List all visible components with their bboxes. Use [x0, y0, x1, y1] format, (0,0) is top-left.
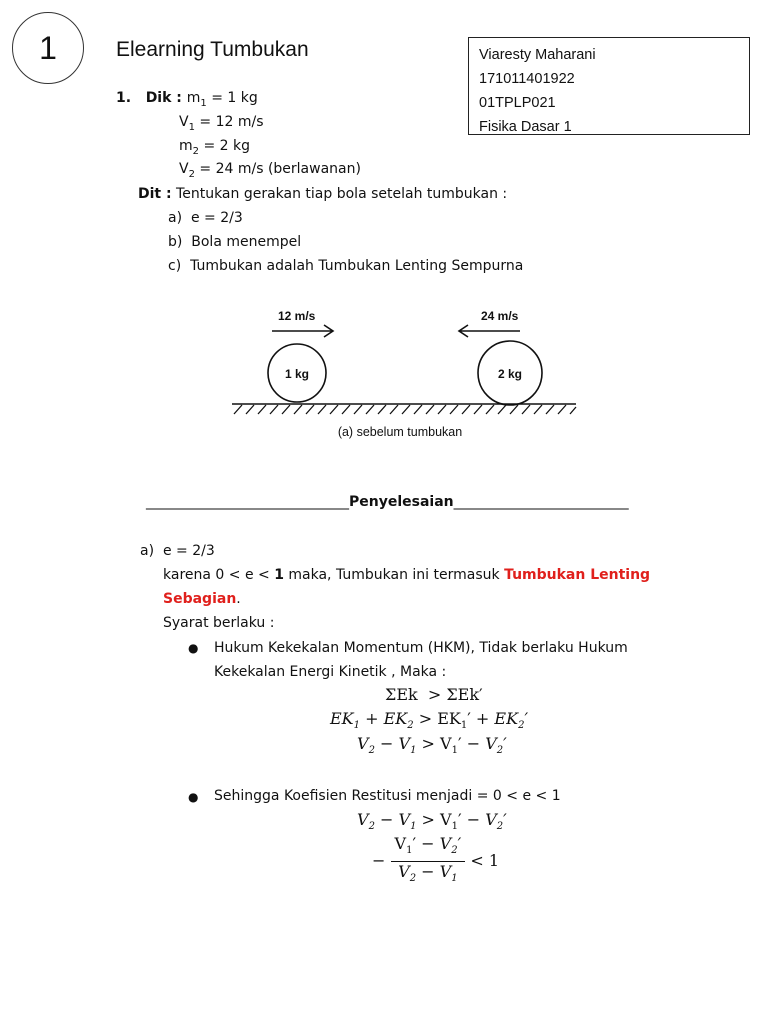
student-info-box: [468, 37, 750, 135]
equation-velocity-2: $V_2 - V_1 > V_1' - V_2'$: [357, 810, 507, 833]
karena-line-2: [163, 591, 241, 607]
student-id: 171011401922: [479, 71, 575, 87]
v2-text: = 24 m/s (berlawanan): [194, 161, 361, 177]
dit-line: [138, 186, 507, 202]
v2-symbol: V: [179, 161, 189, 177]
divider-right: _________________________: [453, 494, 629, 510]
ball2-speed-label: 24 m/s: [481, 309, 519, 323]
bullet2-text: Sehingga Koefisien Restitusi menjadi = 0 < e < 1: [214, 788, 561, 804]
dit-item-text: e = 2/3: [190, 210, 243, 226]
karena-end: .: [236, 591, 241, 607]
karena-one: 1: [274, 567, 284, 583]
ball1-speed-label: 12 m/s: [278, 309, 316, 323]
solution-heading: Penyelesaian: [349, 494, 454, 510]
dit-item-marker: b): [168, 234, 183, 250]
m2-sub: 2: [192, 145, 200, 157]
dit-item-text: Tumbukan adalah Tumbukan Lenting Sempurna: [190, 258, 524, 274]
ball1-mass-label: 1 kg: [284, 367, 310, 381]
page-number: 1: [39, 29, 57, 66]
dit-item-a: [168, 210, 243, 226]
equation-energy-sum: ΣEk > ΣEk′: [385, 685, 483, 704]
problem-line-m2: [179, 138, 250, 157]
page-number-badge: [12, 12, 84, 84]
dit-label: Dit :: [138, 186, 172, 202]
divider-left: _____________________________: [146, 494, 349, 510]
arrow-left-icon: [459, 325, 520, 337]
page-title: Elearning Tumbukan: [116, 38, 309, 61]
figure-caption: (a) sebelum tumbukan: [337, 425, 463, 439]
student-name: Viaresty Maharani: [479, 47, 596, 63]
bullet1-line1: Hukum Kekekalan Momentum (HKM), Tidak berlaku Hukum: [214, 640, 628, 656]
bullet-icon: ●: [188, 790, 199, 804]
arrow-right-icon: [272, 325, 333, 337]
equation-velocity-1: $V_2 - V_1 > V_1' - V_2'$: [357, 734, 507, 757]
equation-energy-terms: $EK_1 + EK_2 > EK_1' + EK_2'$: [330, 709, 529, 732]
problem-line-v2: [179, 161, 361, 180]
v1-text: = 12 m/s: [194, 114, 264, 130]
karena-pre: karena 0 < e <: [163, 567, 275, 583]
class-code: 01TPLP021: [479, 95, 556, 111]
dik-label: Dik :: [145, 90, 182, 106]
m1-value: [186, 90, 258, 109]
m1-sub: 1: [200, 97, 207, 109]
restitution-fraction: $\frac{V_1' - V_2'}{V_2 - V_1}$: [391, 834, 466, 889]
m2-symbol: m: [179, 138, 193, 154]
karena-line: [163, 567, 675, 583]
collision-figure: [226, 296, 582, 446]
syarat-label: Syarat berlaku :: [163, 615, 275, 631]
karena-highlight: Tumbukan Lenting: [504, 567, 651, 583]
ground-hatching: [234, 405, 576, 414]
solution-a-line: [140, 543, 215, 559]
v1-sub: 1: [188, 121, 195, 133]
problem-line-v1: [179, 114, 264, 133]
problem-number: 1.: [116, 90, 132, 106]
karena-highlight-2: Sebagian: [163, 591, 237, 607]
v1-symbol: V: [179, 114, 189, 130]
m1-text: = 1 kg: [206, 90, 258, 106]
v2-sub: 2: [188, 168, 195, 180]
dit-item-text: Bola menempel: [191, 234, 302, 250]
ball2-mass-label: 2 kg: [497, 367, 523, 381]
solution-divider: [146, 494, 629, 510]
equation-restitution: − $\frac{V_1' - V_2'}{V_2 - V_1}$ < 1: [372, 834, 499, 889]
course-name: Fisika Dasar 1: [479, 119, 572, 135]
m1-symbol: m: [186, 90, 201, 106]
problem-line-m1: [116, 90, 258, 109]
m2-text: = 2 kg: [199, 138, 250, 154]
dit-item-c: [168, 258, 523, 274]
karena-mid: maka, Tumbukan ini termasuk: [283, 567, 505, 583]
solution-a-marker: a): [140, 543, 155, 559]
bullet1-line2: Kekekalan Energi Kinetik , Maka :: [214, 664, 447, 680]
dit-item-b: [168, 234, 301, 250]
dit-item-marker: a): [168, 210, 183, 226]
solution-a-text: e = 2/3: [162, 543, 215, 559]
dit-text: Tentukan gerakan tiap bola setelah tumbukan :: [171, 186, 508, 202]
bullet-icon: ●: [188, 641, 199, 655]
dit-item-marker: c): [168, 258, 182, 274]
